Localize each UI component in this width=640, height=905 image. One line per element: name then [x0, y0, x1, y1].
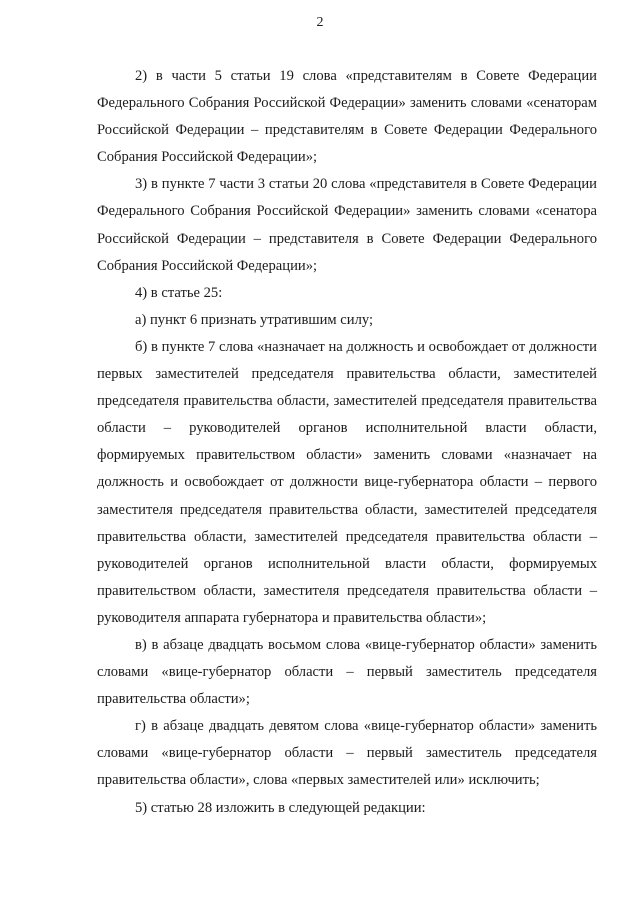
paragraph-item-2: 2) в части 5 статьи 19 слова «представителям в Совете Федерации Федерального Собрания Российской Федерации» заменить словами «сенаторам Российской Федерации – представителям в Совете Федерации Федерального Собрания Российской Федерации»; [97, 68, 597, 166]
paragraph-subitem-a: а) пункт 6 признать утратившим силу; [135, 311, 374, 328]
paragraph-subitem-b: б) в пункте 7 слова «назначает на должность и освобождает от должности первых заместителей председателя правительства области, заместителей председателя правительства области, заместителей председателя правительства области – руководителей органов исполнительной власти области, формируемых правительством области» заменить словами «назначает на должность и освобождает от должности вице-губернатора области – первого заместителя председателя правительства области, заместителей председателя правительства области, заместителей председателя правительства области – руководителей органов исполнительной власти области, формируемых правительством области, заместителя председателя правительства области – руководителя аппарата губернатора и правительства области»; [97, 338, 597, 626]
document-body [97, 63, 597, 822]
paragraph-item-4: 4) в статье 25: [135, 284, 223, 301]
paragraph-item-5: 5) статью 28 изложить в следующей редакции: [135, 799, 426, 816]
paragraph-item-3: 3) в пункте 7 части 3 статьи 20 слова «представителя в Совете Федерации Федерального Собрания Российской Федерации» заменить словами «сенатора Российской Федерации – представителя в Совете Федерации Федерального Собрания Российской Федерации»; [97, 176, 597, 274]
paragraph-subitem-g: г) в абзаце двадцать девятом слова «вице-губернатор области» заменить словами «вице-губернатор области – первый заместитель председателя правительства области», слова «первых заместителей или» исключить; [97, 718, 597, 789]
paragraph-subitem-v: в) в абзаце двадцать восьмом слова «вице-губернатор области» заменить словами «вице-губернатор области – первый заместитель председателя правительства области»; [97, 636, 597, 708]
page-number: 2 [316, 15, 324, 30]
